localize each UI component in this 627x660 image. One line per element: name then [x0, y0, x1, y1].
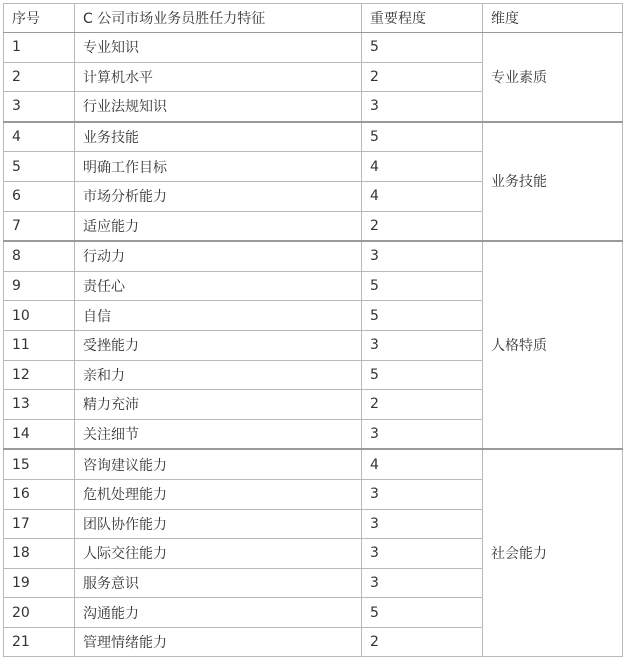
importance-cell: 5: [362, 33, 483, 63]
row-number-cell: 8: [4, 241, 75, 271]
trait-cell: 服务意识: [75, 568, 362, 598]
trait-cell: 亲和力: [75, 360, 362, 390]
header-trait: C 公司市场业务员胜任力特征: [75, 4, 362, 33]
trait-cell: 管理情绪能力: [75, 627, 362, 657]
competency-table: [3, 3, 623, 657]
dimension-cell: 专业素质: [483, 33, 623, 122]
importance-cell: 3: [362, 241, 483, 271]
row-number-cell: 7: [4, 211, 75, 241]
importance-cell: 3: [362, 92, 483, 122]
row-number-cell: 14: [4, 419, 75, 449]
importance-cell: 5: [362, 598, 483, 628]
trait-cell: 行动力: [75, 241, 362, 271]
dimension-cell: 社会能力: [483, 449, 623, 657]
trait-cell: 行业法规知识: [75, 92, 362, 122]
importance-cell: 4: [362, 449, 483, 479]
importance-cell: 3: [362, 568, 483, 598]
importance-cell: 5: [362, 271, 483, 301]
header-number: 序号: [4, 4, 75, 33]
trait-cell: 明确工作目标: [75, 152, 362, 182]
table-body: [4, 33, 623, 657]
trait-cell: 咨询建议能力: [75, 449, 362, 479]
importance-cell: 3: [362, 479, 483, 509]
row-number-cell: 12: [4, 360, 75, 390]
row-number-cell: 13: [4, 390, 75, 420]
trait-cell: 计算机水平: [75, 62, 362, 92]
trait-cell: 专业知识: [75, 33, 362, 63]
importance-cell: 5: [362, 122, 483, 152]
importance-cell: 3: [362, 539, 483, 569]
trait-cell: 自信: [75, 301, 362, 331]
header-importance: 重要程度: [362, 4, 483, 33]
importance-cell: 3: [362, 330, 483, 360]
row-number-cell: 6: [4, 181, 75, 211]
trait-cell: 人际交往能力: [75, 539, 362, 569]
trait-cell: 危机处理能力: [75, 479, 362, 509]
row-number-cell: 4: [4, 122, 75, 152]
importance-cell: 4: [362, 152, 483, 182]
row-number-cell: 3: [4, 92, 75, 122]
trait-cell: 沟通能力: [75, 598, 362, 628]
trait-cell: 受挫能力: [75, 330, 362, 360]
importance-cell: 5: [362, 301, 483, 331]
row-number-cell: 18: [4, 539, 75, 569]
dimension-cell: 人格特质: [483, 241, 623, 449]
table-row: [4, 449, 623, 479]
row-number-cell: 2: [4, 62, 75, 92]
row-number-cell: 21: [4, 627, 75, 657]
importance-cell: 3: [362, 419, 483, 449]
table-header-row: [4, 4, 623, 33]
row-number-cell: 16: [4, 479, 75, 509]
table-row: [4, 122, 623, 152]
row-number-cell: 10: [4, 301, 75, 331]
table-row: [4, 241, 623, 271]
trait-cell: 关注细节: [75, 419, 362, 449]
importance-cell: 2: [362, 62, 483, 92]
trait-cell: 团队协作能力: [75, 509, 362, 539]
row-number-cell: 1: [4, 33, 75, 63]
trait-cell: 业务技能: [75, 122, 362, 152]
importance-cell: 4: [362, 181, 483, 211]
dimension-cell: 业务技能: [483, 122, 623, 241]
row-number-cell: 15: [4, 449, 75, 479]
trait-cell: 精力充沛: [75, 390, 362, 420]
row-number-cell: 20: [4, 598, 75, 628]
importance-cell: 5: [362, 360, 483, 390]
row-number-cell: 11: [4, 330, 75, 360]
row-number-cell: 19: [4, 568, 75, 598]
table-row: [4, 33, 623, 63]
importance-cell: 2: [362, 211, 483, 241]
importance-cell: 2: [362, 627, 483, 657]
row-number-cell: 9: [4, 271, 75, 301]
row-number-cell: 17: [4, 509, 75, 539]
trait-cell: 市场分析能力: [75, 181, 362, 211]
importance-cell: 3: [362, 509, 483, 539]
trait-cell: 适应能力: [75, 211, 362, 241]
trait-cell: 责任心: [75, 271, 362, 301]
importance-cell: 2: [362, 390, 483, 420]
row-number-cell: 5: [4, 152, 75, 182]
header-dimension: 维度: [483, 4, 623, 33]
